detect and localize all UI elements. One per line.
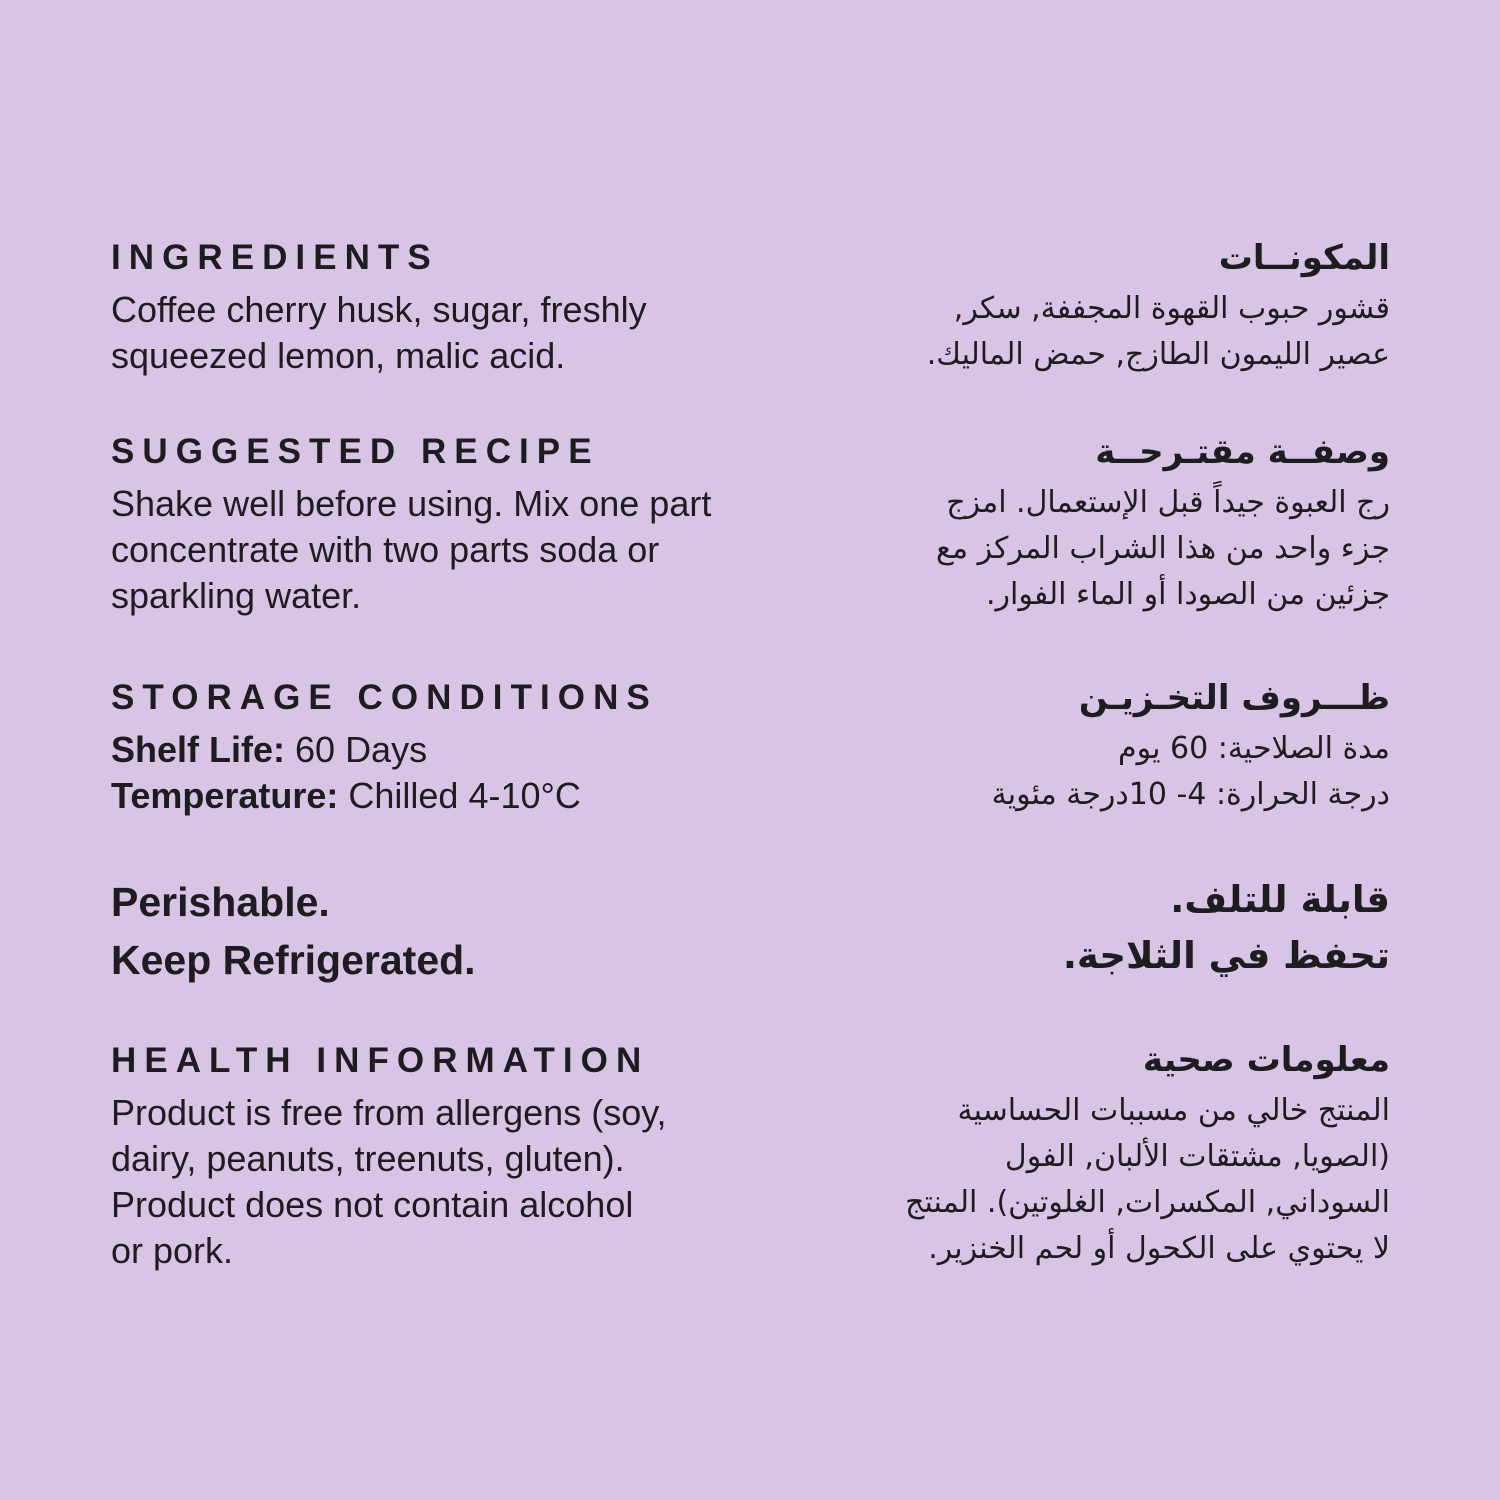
storage-text-en <box>111 727 761 819</box>
shelf-life-line-ar: مدة الصلاحية: 60 يوم <box>1118 731 1390 766</box>
storage-heading-en: STORAGE CONDITIONS <box>111 678 658 717</box>
keep-refrigerated-line-ar: تحفظ في الثلاجة. <box>1062 934 1390 977</box>
temperature-label: Temperature: <box>111 775 339 816</box>
health-line-ar: المنتج خالي من مسببات الحساسية <box>957 1093 1390 1128</box>
recipe-line-en: concentrate with two parts soda or <box>111 529 660 570</box>
storage-text-ar <box>780 726 1390 818</box>
health-line-en: Product does not contain alcohol <box>111 1184 634 1225</box>
shelf-life-value: 60 Days <box>285 729 428 770</box>
keep-refrigerated-line-en: Keep Refrigerated. <box>111 937 476 983</box>
recipe-text-ar <box>780 480 1390 618</box>
ingredients-heading-ar: المكونــات <box>1218 238 1390 278</box>
perishable-section-en <box>111 873 761 989</box>
health-line-ar: السوداني, المكسرات, الغلوتين). المنتج <box>905 1185 1390 1220</box>
recipe-heading-ar: وصفــة مقتـرحــة <box>1095 432 1390 472</box>
perishable-notice-en <box>111 873 761 989</box>
ingredients-text-en <box>111 287 761 379</box>
health-line-en: Product is free from allergens (soy, <box>111 1092 667 1133</box>
storage-section-ar <box>780 676 1390 818</box>
shelf-life-line <box>111 727 761 773</box>
health-line-en: dairy, peanuts, treenuts, gluten). <box>111 1138 625 1179</box>
temperature-value: Chilled 4-10°C <box>338 775 581 816</box>
english-column <box>111 0 761 1500</box>
recipe-heading-en: SUGGESTED RECIPE <box>111 432 600 471</box>
recipe-text-en <box>111 481 761 619</box>
recipe-line-en: sparkling water. <box>111 575 362 616</box>
recipe-line-ar: جزء واحد من هذا الشراب المركز مع <box>936 531 1390 566</box>
health-section-ar <box>780 1038 1390 1272</box>
recipe-section-ar <box>780 430 1390 618</box>
temperature-line <box>111 773 761 819</box>
health-section-en <box>111 1040 761 1274</box>
perishable-section-ar <box>780 872 1390 984</box>
recipe-line-en: Shake well before using. Mix one part <box>111 483 712 524</box>
health-line-ar: (الصويا, مشتقات الألبان, الفول <box>1004 1139 1390 1174</box>
health-text-en <box>111 1090 761 1274</box>
recipe-line-ar: جزئين من الصودا أو الماء الفوار. <box>985 577 1390 612</box>
ingredients-line-en: Coffee cherry husk, sugar, freshly <box>111 289 647 330</box>
ingredients-line-en: squeezed lemon, malic acid. <box>111 335 566 376</box>
perishable-notice-ar <box>780 872 1390 984</box>
storage-heading-ar: ظـــروف التخـزيـن <box>1078 678 1390 718</box>
health-line-en: or pork. <box>111 1230 234 1271</box>
storage-section-en <box>111 677 761 819</box>
ingredients-section-ar <box>780 236 1390 378</box>
ingredients-heading-en: INGREDIENTS <box>111 238 439 277</box>
health-heading-ar: معلومات صحية <box>1142 1040 1390 1080</box>
recipe-line-ar: رج العبوة جيداً قبل الإستعمال. امزج <box>946 485 1390 520</box>
health-line-ar: لا يحتوي على الكحول أو لحم الخنزير. <box>928 1231 1390 1266</box>
health-heading-en: HEALTH INFORMATION <box>111 1041 650 1080</box>
ingredients-line-ar: قشور حبوب القهوة المجففة, سكر, <box>953 291 1390 326</box>
health-text-ar <box>780 1088 1390 1272</box>
temperature-line-ar: درجة الحرارة: 4- 10درجة مئوية <box>991 777 1390 812</box>
recipe-section-en <box>111 431 761 619</box>
shelf-life-label: Shelf Life: <box>111 729 286 770</box>
arabic-column <box>780 0 1390 1500</box>
perishable-line-en: Perishable. <box>111 879 330 925</box>
ingredients-section-en <box>111 237 761 379</box>
perishable-line-ar: قابلة للتلف. <box>1170 878 1390 921</box>
ingredients-line-ar: عصير الليمون الطازج, حمض الماليك. <box>926 337 1390 372</box>
ingredients-text-ar <box>780 286 1390 378</box>
